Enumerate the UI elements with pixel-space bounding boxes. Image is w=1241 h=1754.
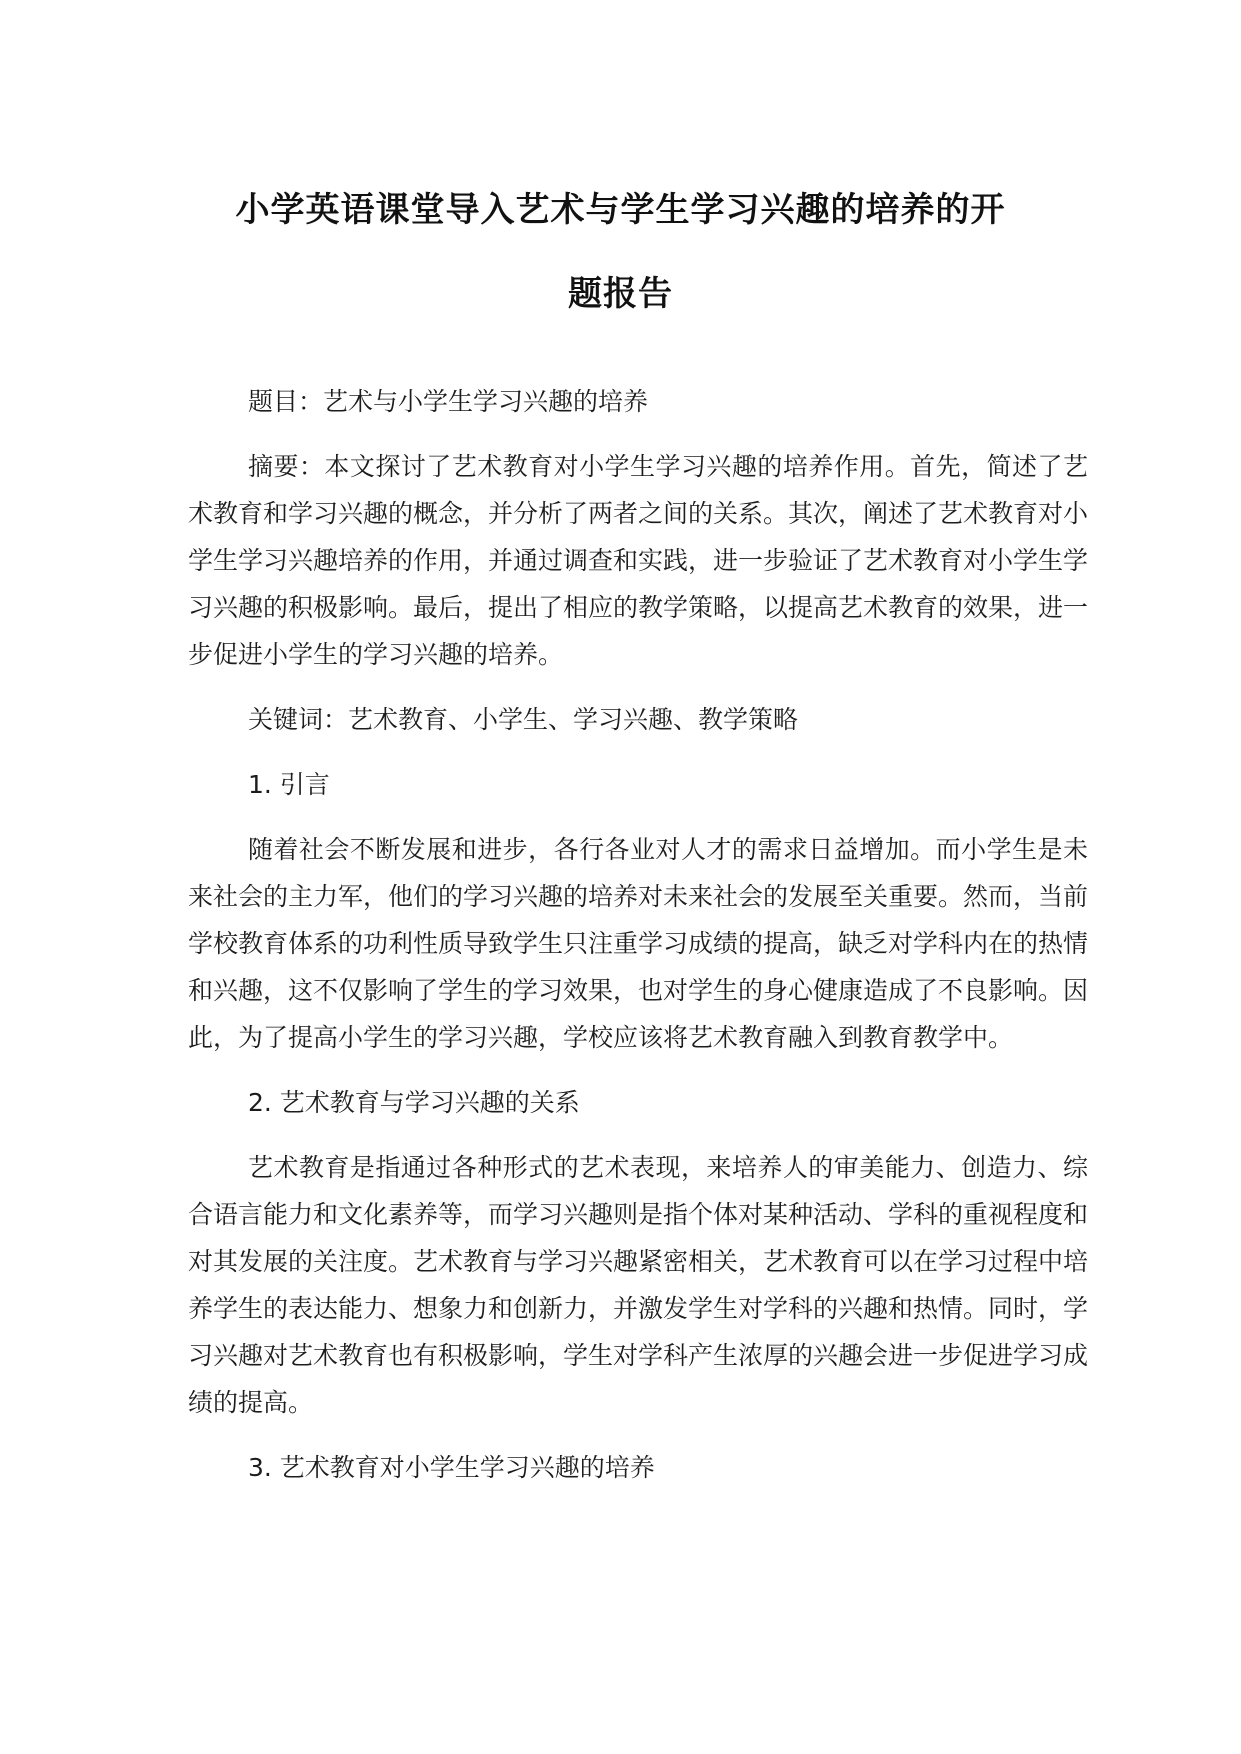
section-2-heading: 2. 艺术教育与学习兴趣的关系 bbox=[248, 1088, 580, 1117]
section-1-paragraph: 随着社会不断发展和进步，各行各业对人才的需求日益增加。而小学生是未来社会的主力军，他们的学习兴趣的培养对未来社会的发展至关重要。然而，当前学校教育体系的功利性质导致学生只注重学习成绩的提高，缺乏对学科内在的热情和兴趣，这不仅影响了学生的学习效果，也对学生的身心健康造成了不良影响。因此，为了提高小学生的学习兴趣，学校应该将艺术教育融入到教育教学中。 bbox=[188, 835, 1089, 1052]
topic-line: 题目：艺术与小学生学习兴趣的培养 bbox=[248, 387, 649, 416]
section-2-paragraph: 艺术教育是指通过各种形式的艺术表现，来培养人的审美能力、创造力、综合语言能力和文化素养等，而学习兴趣则是指个体对某种活动、学科的重视程度和对其发展的关注度。艺术教育与学习兴趣紧密相关，艺术教育可以在学习过程中培养学生的表达能力、想象力和创新力，并激发学生对学科的兴趣和热情。同时，学习兴趣对艺术教育也有积极影响，学生对学科产生浓厚的兴趣会进一步促进学习成绩的提高。 bbox=[188, 1153, 1089, 1417]
section-1-heading: 1. 引言 bbox=[248, 770, 330, 799]
section-3-heading: 3. 艺术教育对小学生学习兴趣的培养 bbox=[248, 1453, 655, 1482]
document-body bbox=[188, 378, 1088, 1509]
document-title-line-2: 题报告 bbox=[568, 274, 673, 314]
document-title-line-1: 小学英语课堂导入艺术与学生学习兴趣的培养的开 bbox=[235, 190, 1006, 230]
abstract-paragraph: 摘要：本文探讨了艺术教育对小学生学习兴趣的培养作用。首先，简述了艺术教育和学习兴趣的概念，并分析了两者之间的关系。其次，阐述了艺术教育对小学生学习兴趣培养的作用，并通过调查和实践，进一步验证了艺术教育对小学生学习兴趣的积极影响。最后，提出了相应的教学策略，以提高艺术教育的效果，进一步促进小学生的学习兴趣的培养。 bbox=[188, 452, 1089, 669]
keywords-line: 关键词：艺术教育、小学生、学习兴趣、教学策略 bbox=[248, 705, 799, 734]
